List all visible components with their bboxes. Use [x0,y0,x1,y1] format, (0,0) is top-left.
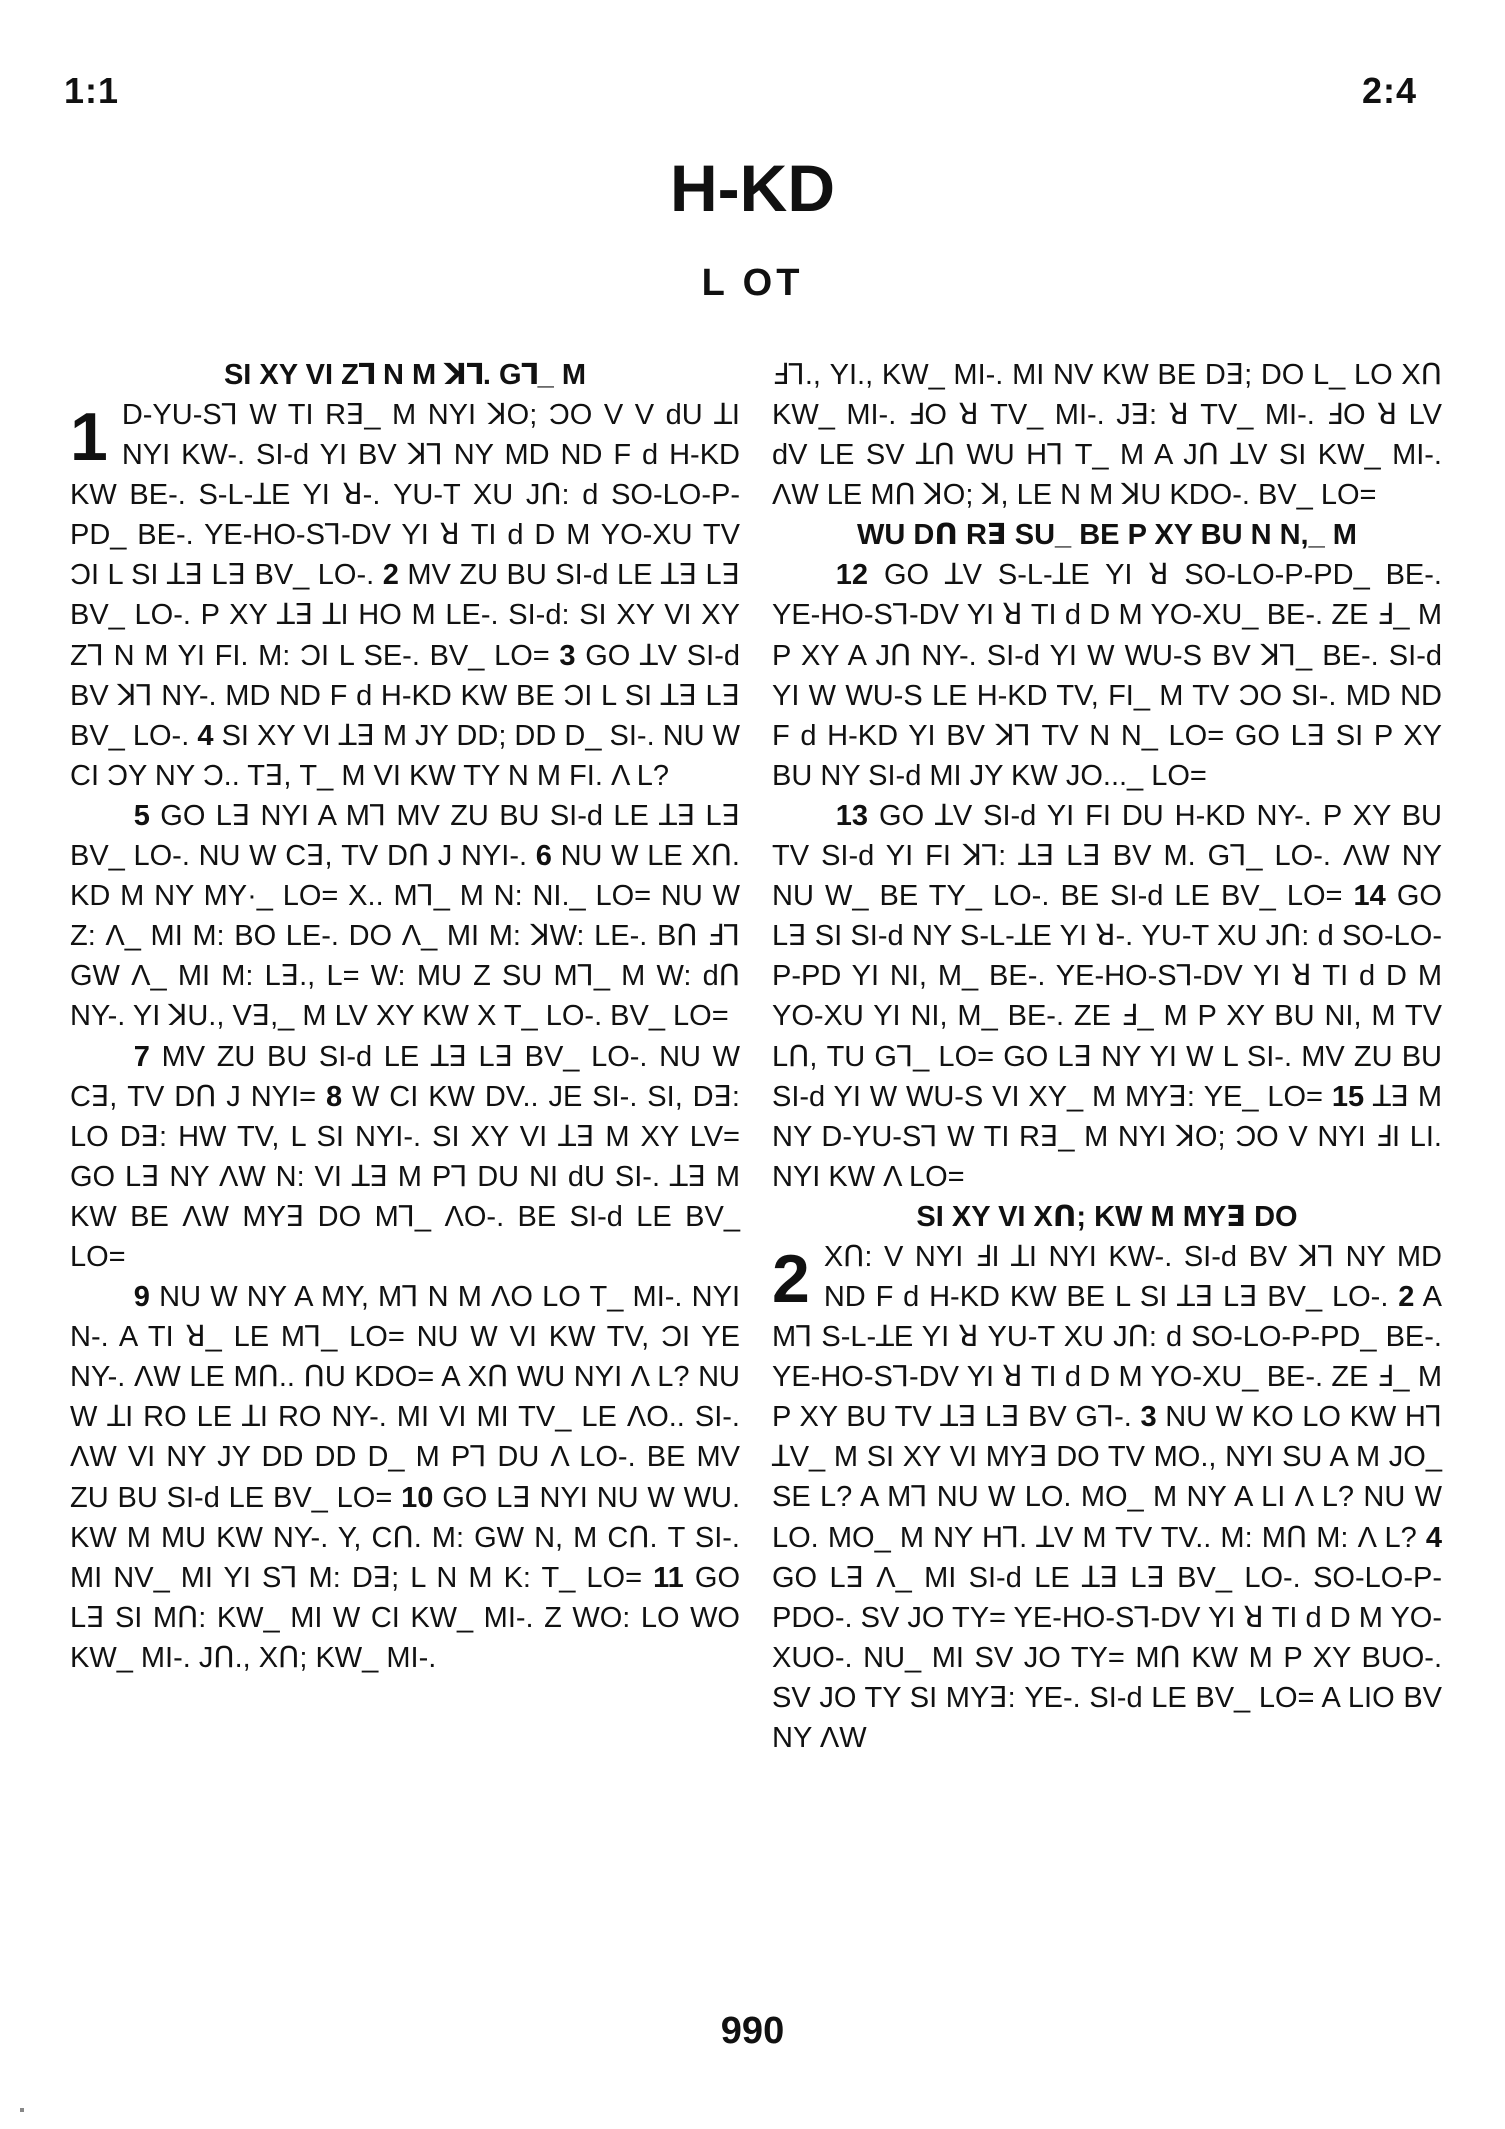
verse-number: 9 [133,1281,150,1314]
verse-text: ꓞꓶ., YI., KW_ MI-. MI NV KW BE Dꓱ; DO L_ LO Xꓵ KW_ MI-. ꓞO ꓤ TV_ MI-. Jꓱ: ꓤ TV_ MI-. ꓞO ꓤ LV dV LE SV ꓕꓵ WU Hꓶ T_ M A Jꓵ ꓕV SI KW_ MI-. ΛW LE Mꓵ ꓘO; ꓘ, LE N M ꓘU KDO-. BV_ LO= [772,359,1442,512]
paragraph [772,555,1442,796]
book-title: H-KD [670,151,835,225]
verse-number: 14 [1353,880,1386,913]
page-number: 990 [720,2010,785,2052]
verse-number: 8 [325,1080,343,1113]
verse-text: GO Lꓱ SI Mꓵ: KW_ MI W CI KW_ MI-. Z WO: LO WO KW_ MI-. Jꓵ., Xꓵ; KW_ MI-. [70,1561,741,1674]
verse-text: NU W NY A MY, Mꓶ N M ΛO LO T_ MI-. NYI N-. A TI ꓤ_ LE Mꓶ_ LO= NU W VI KW TV, ƆI YE NY-. ΛW LE Mꓵ.. ꓵU KDO= A Xꓵ WU NYI Λ L? NU W ꓕI RO LE ꓕI RO NY-. MI VI MI TV_ LE ΛO.. SI-. ΛW VI NY JY DD DD D_ M Pꓶ DU Λ LO-. BE MV ZU BU SI-d LE BV_ LO= [70,1281,740,1514]
verse-number: 2 [1398,1280,1415,1313]
right-running-reference: 2:4 [1361,70,1417,111]
verse-number: 6 [535,840,552,873]
verse-number: 7 [133,1040,150,1073]
left-text-column [70,355,740,1678]
chapter-2-paragraph [772,1237,1442,1758]
verse-number: 4 [197,719,214,752]
verse-number: 10 [401,1481,434,1514]
verse-number: 4 [1425,1521,1442,1554]
verse-number: 2 [382,559,399,592]
verse-text: GO Lꓱ SI SI-d NY S-L-ꓕE YI ꓤ-. YU-T XU Jꓵ: d SO-LO-P-PD YI NI, M_ BE-. YE-HO-Sꓶ-DV YI ꓤ TI d D M YO-XU YI NI, M_ BE-. ZE ꓞ_ M P XY BU NI, M TV Lꓵ, TU Gꓶ_ LO= GO Lꓱ NY YI W L SI-. MV ZU BU SI-d YI W WU-S VI XY_ M MYꓱ: YE_ LO= [772,880,1442,1113]
verse-number: 13 [835,799,869,832]
paragraph [70,1037,740,1278]
verse-text: ꓕꓱ M NY D-YU-Sꓶ W TI Rꓱ_ M NYI ꓘO; ƆO V NYI ꓞI LI. NYI KW Λ LO= [772,1080,1442,1193]
verse-text: MV ZU BU SI-d LE ꓕꓱ Lꓱ BV_ LO-. P XY ꓕꓱ ꓕI HO M LE-. SI-d: SI XY VI XY Zꓶ N M YI FI. M: ƆI L SE-. BV_ LO= [70,559,741,672]
verse-number: 3 [1140,1401,1157,1434]
paragraph [70,796,740,1037]
verse-text: NU W LE Xꓵ. KD M NY MY·_ LO= X.. Mꓶ_ M N: NI._ LO= NU W Z: Λ_ MI M: BO LE-. DO Λ_ MI M: ꓘW: LE-. Bꓵ ꓞꓶ GW Λ_ MI M: Lꓱ., L= W: MU Z SU Mꓶ_ M W: dꓵ NY-. YI ꓘU., Vꓱ,_ M LV XY KW X T_ LO-. BV_ LO= [70,840,740,1033]
verse-text: NU W KO LO KW Hꓶ ꓕV_ M SI XY VI MYꓱ DO TV MO., NYI SU A M JO_ SE L? A Mꓶ NU W LO. MO_ M NY A LI Λ L? NU W LO. MO_ M NY Hꓶ. ꓕV M TV TV.. M: Mꓵ M: Λ L? [772,1401,1443,1554]
verse-text: GO Lꓱ NYI NU W WU. KW M MU KW NY-. Y, Cꓵ. M: GW N, M Cꓵ. T SI-. MI NV_ MI YI Sꓶ M: Dꓱ; L N M K: T_ LO= [70,1481,741,1594]
book-subtitle: L OT [701,262,804,304]
section-heading: SI XY VI Zꓶ N M ꓘꓶ. Gꓶ_ M [223,359,587,391]
scan-speck [20,2108,24,2112]
verse-text: SI XY VI ꓕꓱ M JY DD; DD D_ SI-. NU W CI ƆY NY Ɔ.. Tꓱ, T_ M VI KW TY N M FI. Λ L? [70,719,741,792]
verse-text: MV ZU BU SI-d LE ꓕꓱ Lꓱ BV_ LO-. NU W Cꓱ, TV Dꓵ J NYI= [70,1040,740,1113]
verse-text: A Mꓶ S-L-ꓕE YI ꓤ YU-T XU Jꓵ: d SO-LO-P-PD_ BE-. YE-HO-Sꓶ-DV YI ꓤ TI d D M YO-XU_ BE-. ZE ꓞ_ M P XY BU TV ꓕꓱ Lꓱ BV Gꓶ-. [772,1280,1442,1434]
paragraph-continued [772,355,1442,515]
verse-number: 3 [559,639,576,672]
verse-number: 12 [835,559,869,592]
verse-text: GO Lꓱ Λ_ MI SI-d LE ꓕꓱ Lꓱ BV_ LO-. SO-LO-P-PDO-. SV JO TY= YE-HO-Sꓶ-DV YI ꓤ TI d D M YO-XUO-. NU_ MI SV JO TY= Mꓵ KW M P XY BUO-. SV JO TY SI MYꓱ: YE-. SI-d LE BV_ LO= A LIO BV NY ΛW [772,1561,1442,1754]
paragraph [70,1277,740,1678]
section-heading: WU Dꓵ Rꓱ SU_ BE P XY BU N N,_ M [857,519,1357,552]
verse-text: W CI KW DV.. JE SI-. SI, Dꓱ: LO Dꓱ: HW TV, L SI NYI-. SI XY VI ꓕꓱ M XY LV= GO Lꓱ NY ΛW N: VI ꓕꓱ M Pꓶ DU NI dU SI-. ꓕꓱ M KW BE ΛW MYꓱ DO Mꓶ_ ΛO-. BE SI-d LE BV_ LO= [70,1080,740,1273]
chapter-number: 2 [772,1240,810,1317]
paragraph [772,796,1442,1197]
chapter-1-paragraph [70,395,740,796]
right-text-column [772,355,1442,1758]
section-heading: SI XY VI Xꓵ; KW M MYꓱ DO [916,1200,1298,1233]
verse-number: 15 [1331,1080,1365,1113]
chapter-number: 1 [70,399,108,475]
verse-number: 11 [653,1561,684,1594]
verse-text: Xꓵ: V NYI ꓞI ꓕI NYI KW-. SI-d BV ꓘꓶ NY MD ND F d H-KD KW BE L SI ꓕꓱ Lꓱ BV_ LO-. [823,1240,1442,1313]
verse-text: GO ꓕV S-L-ꓕE YI ꓤ SO-LO-P-PD_ BE-. YE-HO-Sꓶ-DV YI ꓤ TI d D M YO-XU_ BE-. ZE ꓞ_ M P XY A Jꓵ NY-. SI-d YI W WU-S BV ꓘꓶ_ BE-. SI-d YI W WU-S LE H-KD TV, FI_ M TV ƆO SI-. MD ND F d H-KD YI BV ꓘꓶ TV N N_ LO= GO Lꓱ SI P XY BU NY SI-d MI JY KW JO..._ LO= [772,559,1442,792]
verse-text: D-YU-Sꓶ W TI Rꓱ_ M NYI ꓘO; ƆO V V dU ꓕI NYI KW-. SI-d YI BV ꓘꓶ NY MD ND F d H-KD KW BE-. S-L-ꓕE YI ꓤ-. YU-T XU Jꓵ: d SO-LO-P-PD_ BE-. YE-HO-Sꓶ-DV YI ꓤ TI d D M YO-XU TV ƆI L SI ꓕꓱ Lꓱ BV_ LO-. [70,399,740,592]
verse-text: GO ꓕV SI-d YI FI DU H-KD NY-. P XY BU TV SI-d YI FI ꓘꓶ: ꓕꓱ Lꓱ BV M. Gꓶ_ LO-. ΛW NY NU W_ BE TY_ LO-. BE SI-d LE BV_ LO= [772,799,1443,913]
verse-text: GO Lꓱ NYI A Mꓶ MV ZU BU SI-d LE ꓕꓱ Lꓱ BV_ LO-. NU W Cꓱ, TV Dꓵ J NYI-. [70,799,740,873]
left-running-reference: 1:1 [64,70,120,111]
verse-number: 5 [133,799,150,832]
verse-text: GO ꓕV SI-d BV ꓘꓶ NY-. MD ND F d H-KD KW BE ƆI L SI ꓕꓱ Lꓱ BV_ LO-. [70,639,740,752]
